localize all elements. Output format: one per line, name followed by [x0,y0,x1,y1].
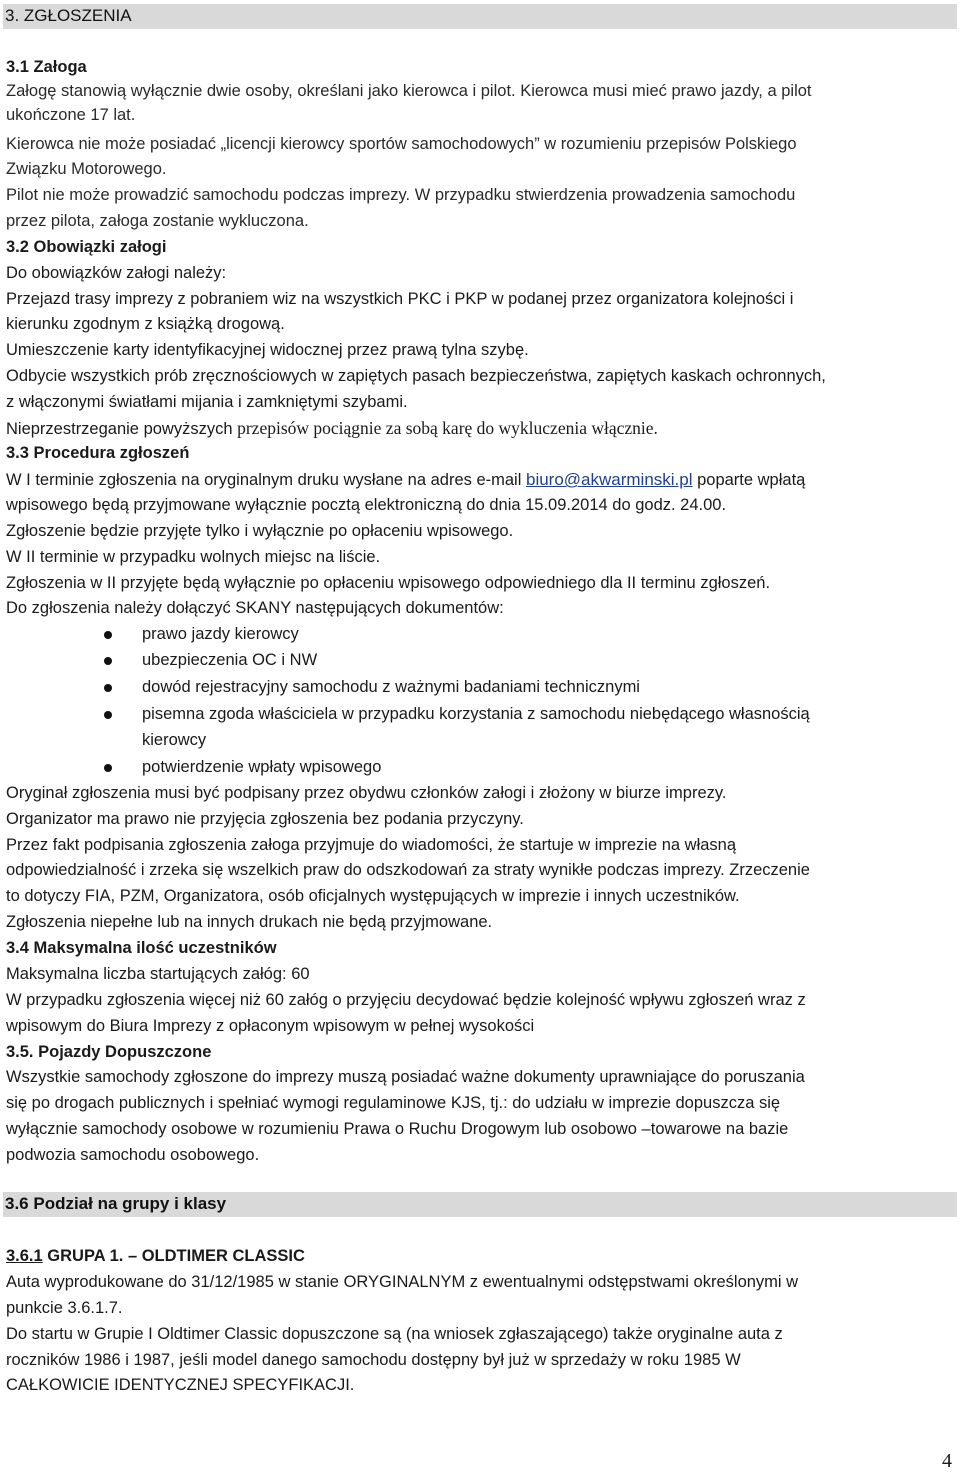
s33-line-4: W II terminie w przypadku wolnych miejsc na liście. [6,548,381,566]
s31-line-3: Kierowca nie może posiadać „licencji kierowcy sportów samochodowych” w rozumieniu przepisów Polskiego [6,135,797,153]
s33-line-1 [6,469,954,491]
s31-line-1: Załogę stanowią wyłącznie dwie osoby, określani jako kierowca i pilot. Kierowca musi mieć prawo jazdy, a pilot [6,82,812,100]
s33-line-1b: poparte wpłatą [692,471,806,489]
s33-line-8: Organizator ma prawo nie przyjęcia zgłoszenia bez podania przyczyny. [6,810,524,828]
s32-line-3: kierunku zgodnym z książką drogową. [6,315,285,333]
s32-line-5: Odbycie wszystkich prób zręcznościowych w zapiętych pasach bezpieczeństwa, zapiętych kaskach ochronnych, [6,367,826,385]
s34-line-3: wpisowym do Biura Imprezy z opłaconym wpisowym w pełnej wysokości [6,1017,535,1035]
heading-3-6-1-text: GRUPA 1. – OLDTIMER CLASSIC [42,1247,305,1265]
heading-3-5: 3.5. Pojazdy Dopuszczone [6,1043,212,1061]
bullet-icon [104,657,112,665]
s32-line-2: Przejazd trasy imprezy z pobraniem wiz na wszystkich PKC i PKP w podanej przez organizatora kolejności i [6,290,794,308]
s35-line-2: się po drogach publicznych i spełniać wymogi regulaminowe KJS, tj.: do udziału w imprezie dopuszcza się [6,1094,781,1112]
doc-item-3: dowód rejestracyjny samochodu z ważnymi badaniami technicznymi [142,678,640,696]
s33-line-10: odpowiedzialność i zrzeka się wszelkich praw do odszkodowań za straty wynikłe podczas imprezy. Zrzeczenie [6,861,810,879]
s35-line-4: podwozia samochodu osobowego. [6,1146,260,1164]
heading-3-6-1 [6,1246,954,1267]
s361-line-3: Do startu w Grupie I Oldtimer Classic dopuszczone są (na wniosek zgłaszającego) także oryginalne auta z [6,1325,783,1343]
s33-line-12: Zgłoszenia niepełne lub na innych drukach nie będą przyjmowane. [6,913,493,931]
bullet-icon [104,631,112,639]
s33-line-9: Przez fakt podpisania zgłoszenia załoga przyjmuje do wiadomości, że startuje w imprezie na własną [6,836,737,854]
s33-line-5: Zgłoszenia w II przyjęte będą wyłącznie po opłaceniu wpisowego odpowiedniego dla II terminu zgłoszeń. [6,574,771,592]
section-title: 3. ZGŁOSZENIA [5,6,132,25]
heading-3-2: 3.2 Obowiązki załogi [6,238,167,256]
heading-3-6-1-number: 3.6.1 [6,1247,43,1265]
s31-line-2: ukończone 17 lat. [6,106,136,124]
s32-line-1: Do obowiązków załogi należy: [6,264,227,282]
s33-line-1a: W I terminie zgłoszenia na oryginalnym druku wysłane na adres e-mail [6,471,526,489]
s361-line-4: roczników 1986 i 1987, jeśli model danego samochodu dostępny był już w sprzedaży w roku 1985 W [6,1351,741,1369]
s34-line-1: Maksymalna liczba startujących załóg: 60 [6,965,310,983]
doc-item-5: potwierdzenie wpłaty wpisowego [142,758,382,776]
s34-line-2: W przypadku zgłoszenia więcej niż 60 załóg o przyjęciu decydować będzie kolejność wpływu zgłoszeń wraz z [6,991,806,1009]
heading-3-1: 3.1 Załoga [6,58,87,76]
s361-line-5: CAŁKOWICIE IDENTYCZNEJ SPECYFIKACJI. [6,1376,355,1394]
section-header [3,4,957,29]
s35-line-3: wyłącznie samochody osobowe w rozumieniu Prawa o Ruchu Drogowym lub osobowo –towarowe na bazie [6,1120,789,1138]
s32-line-7a: Nieprzestrzeganie powyższych [6,420,238,438]
email-link[interactable]: biuro@akwarminski.pl [525,470,693,489]
bullet-icon [104,764,112,772]
heading-3-6: 3.6 Podział na grupy i klasy [5,1194,227,1213]
s35-line-1: Wszystkie samochody zgłoszone do imprezy muszą posiadać ważne dokumenty uprawniające do poruszania [6,1068,805,1086]
bullet-icon [104,684,112,692]
heading-3-4: 3.4 Maksymalna ilość uczestników [6,939,277,957]
s33-line-3: Zgłoszenie będzie przyjęte tylko i wyłącznie po opłaceniu wpisowego. [6,522,514,540]
page-number: 4 [942,1450,952,1472]
s32-line-4: Umieszczenie karty identyfikacyjnej widocznej przez prawą tylna szybę. [6,341,529,359]
s31-line-6: przez pilota, załoga zostanie wykluczona. [6,212,309,230]
s32-line-6: z włączonymi światłami mijania i zamkniętymi szybami. [6,393,408,411]
s31-line-4: Związku Motorowego. [6,160,167,178]
doc-item-4-cont: kierowcy [142,731,207,749]
doc-item-2: ubezpieczenia OC i NW [142,651,318,669]
s32-line-7 [6,418,954,440]
doc-item-4: pisemna zgoda właściciela w przypadku korzystania z samochodu niebędącego własnością [142,705,810,723]
s33-line-2: wpisowego będą przyjmowane wyłącznie pocztą elektroniczną do dnia 15.09.2014 do godz. 24.00. [6,496,727,514]
s33-line-7: Oryginał zgłoszenia musi być podpisany przez obydwu członków załogi i złożony w biurze imprezy. [6,784,727,802]
doc-item-1: prawo jazdy kierowcy [142,625,299,643]
s33-line-11: to dotyczy FIA, PZM, Organizatora, osób oficjalnych występujących w imprezie i innych uczestników. [6,887,740,905]
section-3-6-header [3,1192,957,1217]
s361-line-2: punkcie 3.6.1.7. [6,1299,123,1317]
heading-3-3: 3.3 Procedura zgłoszeń [6,444,190,462]
s32-line-7b: przepisów pociągnie za sobą karę do wykluczenia włącznie. [237,418,658,438]
bullet-icon [104,711,112,719]
s361-line-1: Auta wyprodukowane do 31/12/1985 w stanie ORYGINALNYM z ewentualnymi odstępstwami określonymi w [6,1273,799,1291]
s31-line-5: Pilot nie może prowadzić samochodu podczas imprezy. W przypadku stwierdzenia prowadzenia samochodu [6,186,796,204]
s33-line-6: Do zgłoszenia należy dołączyć SKANY następujących dokumentów: [6,599,504,617]
